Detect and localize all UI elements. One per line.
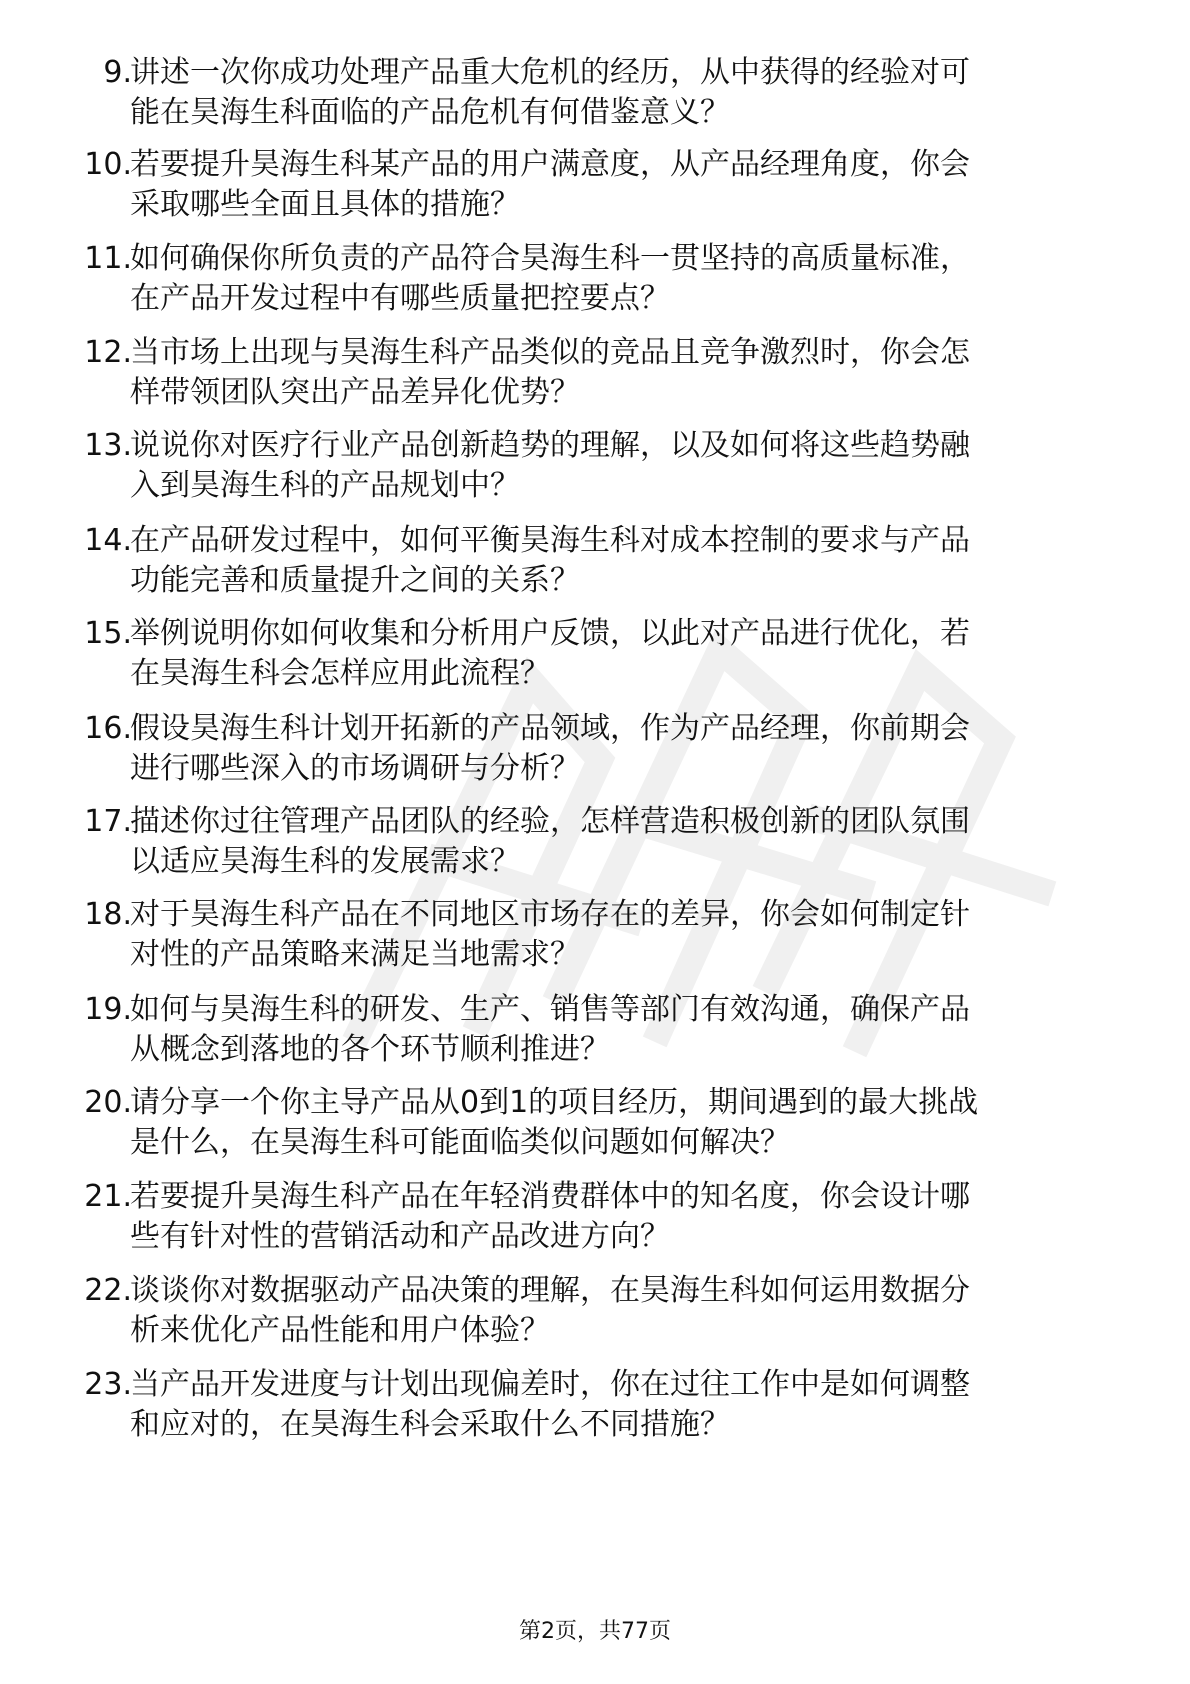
- list-item: [0, 1365, 1190, 1455]
- question-text: [130, 521, 1130, 601]
- question-number: 22.: [84, 1273, 132, 1308]
- question-line: 对性的产品策略来满足当地需求？: [130, 937, 580, 972]
- list-item: [0, 802, 1190, 892]
- question-line: 是什么，在昊海生科可能面临类似问题如何解决？: [130, 1125, 790, 1160]
- question-line: 当市场上出现与昊海生科产品类似的竞品且竞争激烈时，你会怎: [130, 335, 970, 370]
- question-text: [130, 802, 1130, 882]
- question-line: 从概念到落地的各个环节顺利推进？: [130, 1032, 610, 1067]
- question-line: 若要提升昊海生科某产品的用户满意度，从产品经理角度，你会: [130, 147, 970, 182]
- question-line: 若要提升昊海生科产品在年轻消费群体中的知名度，你会设计哪: [130, 1179, 970, 1214]
- question-line: 入到昊海生科的产品规划中？: [130, 468, 520, 503]
- list-item: [0, 895, 1190, 985]
- question-line: 假设昊海生科计划开拓新的产品领域，作为产品经理，你前期会: [130, 711, 970, 746]
- question-text: [130, 1365, 1130, 1445]
- question-text: [130, 895, 1130, 975]
- list-item: [0, 53, 1190, 143]
- question-text: [130, 1177, 1130, 1257]
- question-line: 谈谈你对数据驱动产品决策的理解，在昊海生科如何运用数据分: [130, 1273, 970, 1308]
- list-item: [0, 521, 1190, 611]
- list-item: [0, 709, 1190, 799]
- question-line: 描述你过往管理产品团队的经验，怎样营造积极创新的团队氛围: [130, 804, 970, 839]
- question-line: 请分享一个你主导产品从0到1的项目经历，期间遇到的最大挑战: [130, 1085, 979, 1120]
- question-line: 在产品开发过程中有哪些质量把控要点？: [130, 281, 670, 316]
- question-text: [130, 426, 1130, 506]
- question-number: 23.: [84, 1367, 132, 1402]
- question-number: 10.: [84, 147, 132, 182]
- question-line: 样带领团队突出产品差异化优势？: [130, 375, 580, 410]
- list-item: [0, 1271, 1190, 1361]
- question-number: 14.: [84, 523, 132, 558]
- list-item: [0, 990, 1190, 1080]
- question-number: 20.: [84, 1085, 132, 1120]
- question-number: 12.: [84, 335, 132, 370]
- question-number: 15.: [84, 616, 132, 651]
- list-item: [0, 333, 1190, 423]
- question-number: 13.: [84, 428, 132, 463]
- question-line: 进行哪些深入的市场调研与分析？: [130, 751, 580, 786]
- question-text: [130, 709, 1130, 789]
- question-line: 讲述一次你成功处理产品重大危机的经历，从中获得的经验对可: [130, 55, 970, 90]
- question-line: 如何与昊海生科的研发、生产、销售等部门有效沟通，确保产品: [130, 992, 970, 1027]
- question-line: 采取哪些全面且具体的措施？: [130, 187, 520, 222]
- question-line: 些有针对性的营销活动和产品改进方向？: [130, 1219, 670, 1254]
- question-text: [130, 1083, 1130, 1163]
- question-number: 17.: [84, 804, 132, 839]
- question-line: 对于昊海生科产品在不同地区市场存在的差异，你会如何制定针: [130, 897, 970, 932]
- list-item: [0, 1083, 1190, 1173]
- question-line: 能在昊海生科面临的产品危机有何借鉴意义？: [130, 95, 730, 130]
- list-item: [0, 426, 1190, 516]
- list-item: [0, 1177, 1190, 1267]
- question-line: 当产品开发进度与计划出现偏差时，你在过往工作中是如何调整: [130, 1367, 970, 1402]
- question-line: 析来优化产品性能和用户体验？: [130, 1313, 550, 1348]
- question-text: [130, 239, 1130, 319]
- question-line: 举例说明你如何收集和分析用户反馈，以此对产品进行优化，若: [130, 616, 970, 651]
- question-line: 在产品研发过程中，如何平衡昊海生科对成本控制的要求与产品: [130, 523, 970, 558]
- question-line: 如何确保你所负责的产品符合昊海生科一贯坚持的高质量标准，: [130, 241, 970, 276]
- question-text: [130, 1271, 1130, 1351]
- question-number: 19.: [84, 992, 132, 1027]
- list-item: [0, 145, 1190, 235]
- list-item: [0, 614, 1190, 704]
- question-line: 在昊海生科会怎样应用此流程？: [130, 656, 550, 691]
- question-number: 18.: [84, 897, 132, 932]
- question-line: 说说你对医疗行业产品创新趋势的理解，以及如何将这些趋势融: [130, 428, 970, 463]
- question-line: 和应对的，在昊海生科会采取什么不同措施？: [130, 1407, 730, 1442]
- question-text: [130, 53, 1130, 133]
- list-item: [0, 239, 1190, 329]
- question-text: [130, 145, 1130, 225]
- question-number: 11.: [84, 241, 132, 276]
- question-number: 16.: [84, 711, 132, 746]
- question-text: [130, 990, 1130, 1070]
- question-text: [130, 614, 1130, 694]
- question-line: 以适应昊海生科的发展需求？: [130, 844, 520, 879]
- page-footer: 第2页，共77页: [519, 1619, 671, 1644]
- question-text: [130, 333, 1130, 413]
- question-number: 9.: [103, 55, 132, 90]
- question-line: 功能完善和质量提升之间的关系？: [130, 563, 580, 598]
- question-number: 21.: [84, 1179, 132, 1214]
